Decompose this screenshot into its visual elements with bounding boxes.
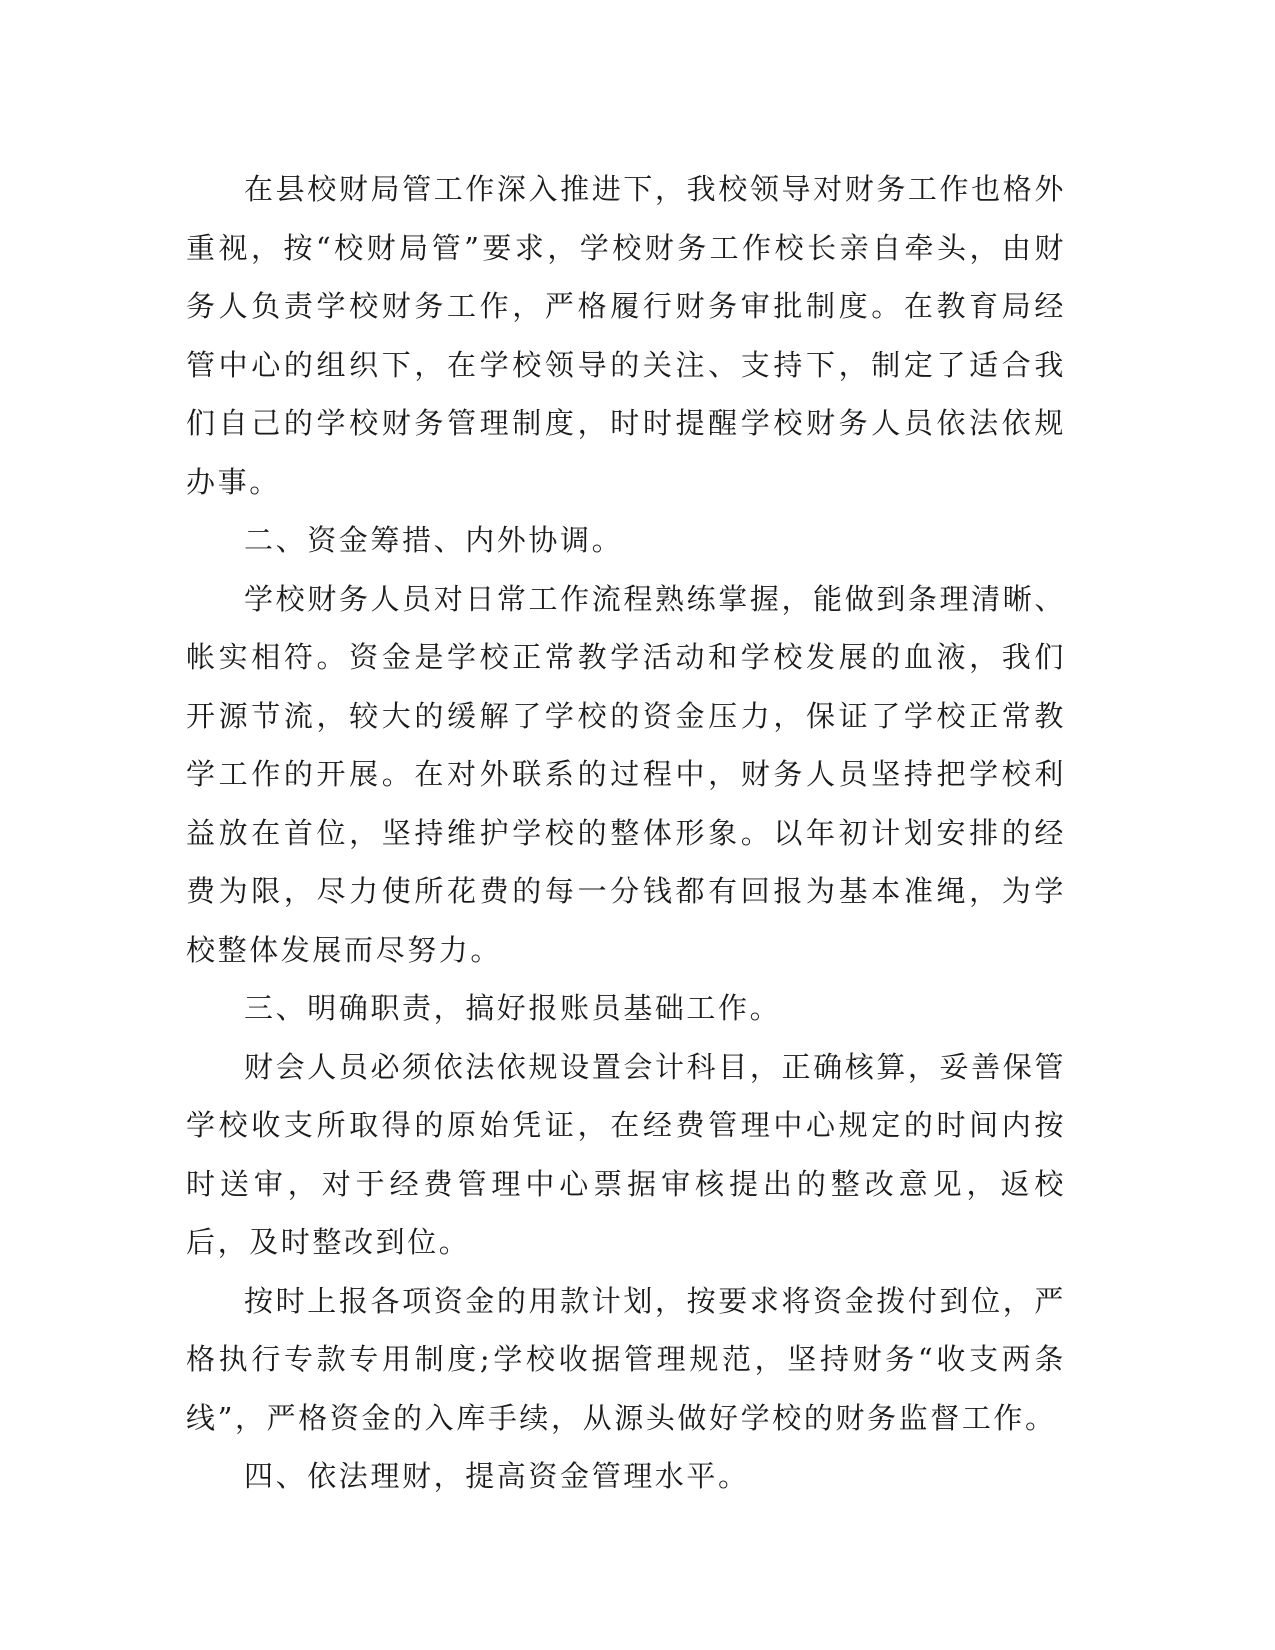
paragraph-funding: 学校财务人员对日常工作流程熟练掌握，能做到条理清晰、帐实相符。资金是学校正常教学活动和学校发展的血液，我们开源节流，较大的缓解了学校的资金压力，保证了学校正常教学工作的开展。在对外联系的过程中，财务人员坚持把学校利益放在首位，坚持维护学校的整体形象。以年初计划安排的经费为限，尽力使所花费的每一分钱都有回报为基本准绳，为学校整体发展而尽努力。	[186, 581, 1066, 967]
section-heading-3: 三、明确职责，搞好报账员基础工作。	[244, 991, 782, 1025]
paragraph-intro: 在县校财局管工作深入推进下，我校领导对财务工作也格外重视，按“校财局管”要求，学校财务工作校长亲自牵头，由财务人负责学校财务工作，严格履行财务审批制度。在教育局经管中心的组织下，在学校领导的关注、支持下，制定了适合我们自己的学校财务管理制度，时时提醒学校财务人员依法依规办事。	[186, 172, 1066, 499]
paragraph-fund-plan: 按时上报各项资金的用款计划，按要求将资金拨付到位，严格执行专款专用制度;学校收据管理规范，坚持财务“收支两条线”，严格资金的入库手续，从源头做好学校的财务监督工作。	[186, 1283, 1066, 1435]
section-heading-2: 二、资金筹措、内外协调。	[244, 523, 624, 557]
document-body	[186, 160, 1066, 1506]
paragraph-accounting: 财会人员必须依法依规设置会计科目，正确核算，妥善保管学校收支所取得的原始凭证，在经费管理中心规定的时间内按时送审，对于经费管理中心票据审核提出的整改意见，返校后，及时整改到位。	[186, 1049, 1066, 1259]
section-heading-4: 四、依法理财，提高资金管理水平。	[244, 1459, 750, 1493]
